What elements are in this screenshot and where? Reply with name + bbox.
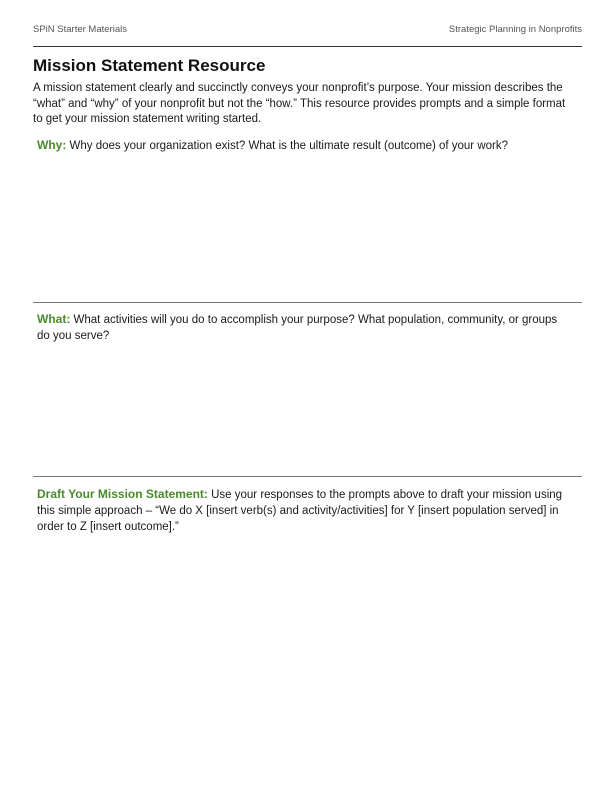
why-colon: :	[62, 138, 67, 152]
what-prompt	[37, 311, 573, 344]
divider-what	[33, 476, 582, 477]
divider-why	[33, 302, 582, 303]
page-title: Mission Statement Resource	[33, 56, 266, 75]
why-text: Why does your organization exist? What is the ultimate result (outcome) of your work?	[69, 140, 509, 152]
page-header	[33, 24, 582, 47]
draft-text: Use your responses to the prompts above to draft your mission using this simple approach – “We do X [insert verb(s) and activity/activities] for Y [insert population served] in order to Z [insert outcome].”	[37, 489, 563, 533]
what-colon: :	[66, 312, 71, 326]
header-left-text: SPiN Starter Materials	[33, 24, 127, 35]
what-label: What	[37, 312, 67, 326]
draft-label: Draft Your Mission Statement:	[37, 487, 208, 501]
why-label: Why	[37, 138, 63, 152]
what-text: What activities will you do to accomplish your purpose? What population, community, or groups do you serve?	[37, 314, 558, 342]
draft-prompt	[37, 486, 573, 535]
header-right-text: Strategic Planning in Nonprofits	[448, 24, 582, 35]
why-prompt	[37, 137, 573, 154]
intro-paragraph: A mission statement clearly and succinctly conveys your nonprofit’s purpose. Your mission describes the “what” and “why” of your nonprofit but not the “how.” This resource provides prompts and a simple format to get your mission statement writing started.	[33, 82, 566, 125]
